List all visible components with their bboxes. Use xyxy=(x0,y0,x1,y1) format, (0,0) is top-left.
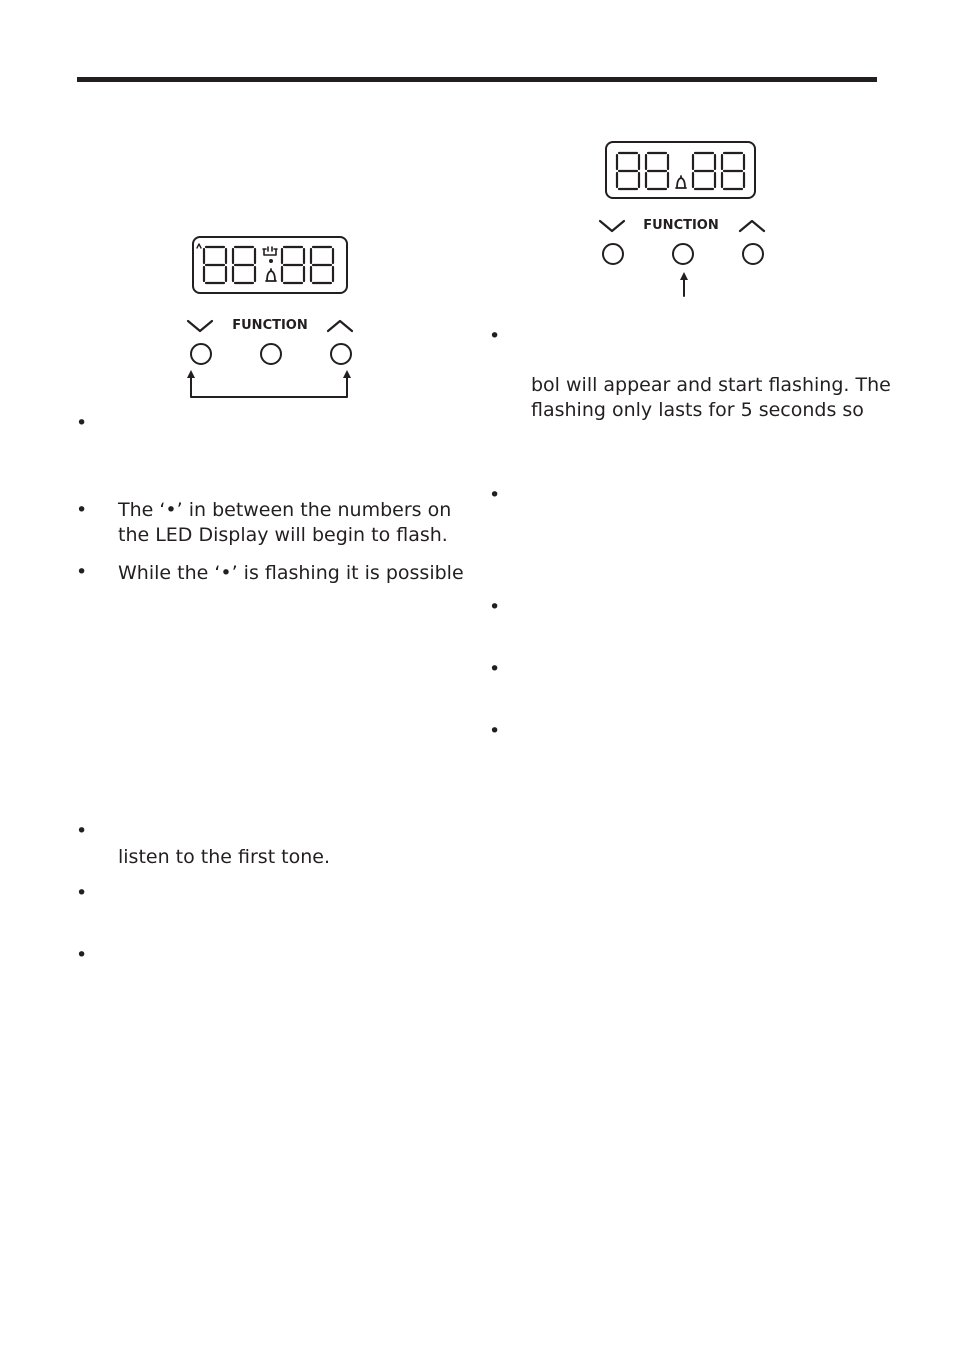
bell-icon xyxy=(676,176,686,188)
right-bullet-1-line-3: flashing only lasts for 5 seconds so xyxy=(531,399,864,421)
right-bullet-1-line-2: bol will appear and start flashing. The xyxy=(531,374,891,396)
bell-icon xyxy=(266,269,276,281)
digit-3 xyxy=(693,153,715,189)
up-button xyxy=(743,244,763,264)
bullet-3-line-1: While the ‘•’ is flashing it is possible xyxy=(118,562,464,584)
function-button xyxy=(261,344,281,364)
function-button xyxy=(673,244,693,264)
digit-1 xyxy=(617,153,639,189)
bracket-arrow xyxy=(191,375,347,397)
bullet-marker: • xyxy=(489,596,501,618)
function-label-right: FUNCTION xyxy=(643,218,719,233)
colon-dot-top xyxy=(269,259,273,263)
bullet-marker: • xyxy=(489,720,501,742)
up-chevron-icon xyxy=(328,321,352,331)
bullet-marker: • xyxy=(76,944,88,966)
bullet-marker: • xyxy=(76,412,88,434)
small-triangle-icon xyxy=(197,244,201,248)
down-chevron-icon xyxy=(600,221,624,231)
bullet-2-line-2: the LED Display will begin to flash. xyxy=(118,524,448,546)
control-panel-figure-right xyxy=(590,135,780,305)
digit-4 xyxy=(722,153,744,189)
bullet-2-line-1: The ‘•’ in between the numbers on xyxy=(118,499,452,521)
bullet-marker: • xyxy=(76,820,88,842)
bullet-4-line-2: listen to the first tone. xyxy=(118,846,331,868)
control-panel-figure-left xyxy=(180,230,370,405)
header-rule xyxy=(77,77,877,82)
bullet-marker: • xyxy=(76,561,88,583)
digit-4 xyxy=(311,247,333,283)
bullet-marker: • xyxy=(489,484,501,506)
arrow-head-left xyxy=(187,370,195,378)
digit-1 xyxy=(204,247,226,283)
digit-2 xyxy=(646,153,668,189)
pan-icon xyxy=(263,247,277,255)
arrow-head xyxy=(680,272,688,280)
function-label-left: FUNCTION xyxy=(232,318,308,333)
bullet-marker: • xyxy=(489,658,501,680)
down-button xyxy=(603,244,623,264)
up-button xyxy=(331,344,351,364)
down-chevron-icon xyxy=(188,321,212,331)
digit-2 xyxy=(233,247,255,283)
bullet-marker: • xyxy=(489,325,501,347)
arrow-head-right xyxy=(343,370,351,378)
up-chevron-icon xyxy=(740,221,764,231)
bullet-marker: • xyxy=(76,882,88,904)
digit-3 xyxy=(282,247,304,283)
bullet-marker: • xyxy=(76,499,88,521)
down-button xyxy=(191,344,211,364)
